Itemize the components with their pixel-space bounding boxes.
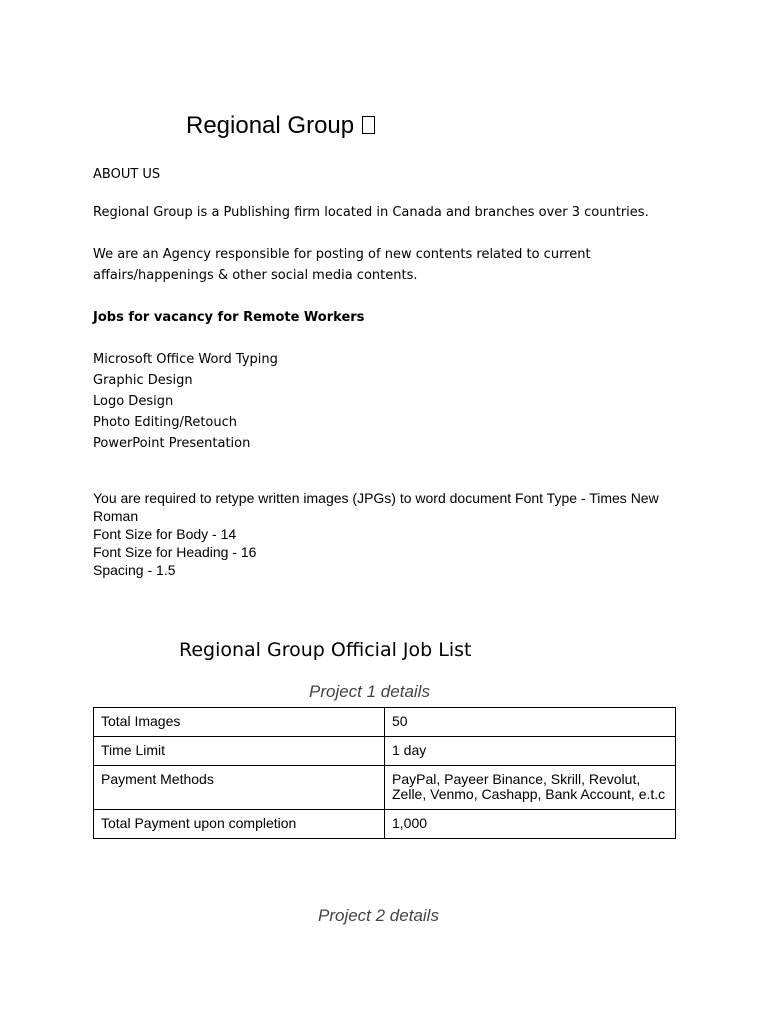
- jobs-heading: Jobs for vacancy for Remote Workers: [93, 310, 365, 325]
- table-cell-value: 1 day: [385, 737, 676, 766]
- job-item: Photo Editing/Retouch: [93, 415, 237, 430]
- table-cell-label: Time Limit: [94, 737, 385, 766]
- table-cell-label: Total Payment upon completion: [94, 810, 385, 839]
- document-title: [186, 109, 375, 143]
- jobs-list: [93, 349, 278, 454]
- project-1-title: Project 1 details: [309, 682, 430, 701]
- job-item: PowerPoint Presentation: [93, 436, 251, 451]
- missing-glyph-icon: [362, 116, 375, 134]
- about-paragraph-2: We are an Agency responsible for posting of new contents related to current affairs/happenings & other social media contents.: [93, 247, 591, 283]
- project-1-table: [93, 707, 676, 839]
- about-paragraph-1: Regional Group is a Publishing firm located in Canada and branches over 3 countries.: [93, 205, 649, 220]
- requirement-line: Spacing - 1.5: [93, 562, 176, 578]
- table-cell-label: Payment Methods: [94, 766, 385, 810]
- table-cell-value: PayPal, Payeer Binance, Skrill, Revolut, Zelle, Venmo, Cashapp, Bank Account, e.t.c: [385, 766, 676, 810]
- job-item: Microsoft Office Word Typing: [93, 352, 278, 367]
- table-row: [94, 737, 676, 766]
- requirement-line: Font Size for Body - 14: [93, 526, 237, 542]
- requirements-block: [93, 489, 683, 579]
- table-cell-value: 50: [385, 708, 676, 737]
- table-cell-label: Total Images: [94, 708, 385, 737]
- table-cell-value: 1,000: [385, 810, 676, 839]
- table-row: [94, 766, 676, 810]
- job-list-title: Regional Group Official Job List: [179, 639, 472, 661]
- table-row: [94, 810, 676, 839]
- document-title-text: Regional Group: [186, 112, 355, 139]
- job-item: Graphic Design: [93, 373, 193, 388]
- table-row: [94, 708, 676, 737]
- requirement-line: You are required to retype written images (JPGs) to word document Font Type - Times New Roman: [93, 490, 659, 524]
- project-2-title: Project 2 details: [318, 906, 439, 925]
- about-heading: ABOUT US: [93, 167, 161, 182]
- requirement-line: Font Size for Heading - 16: [93, 544, 257, 560]
- job-item: Logo Design: [93, 394, 174, 409]
